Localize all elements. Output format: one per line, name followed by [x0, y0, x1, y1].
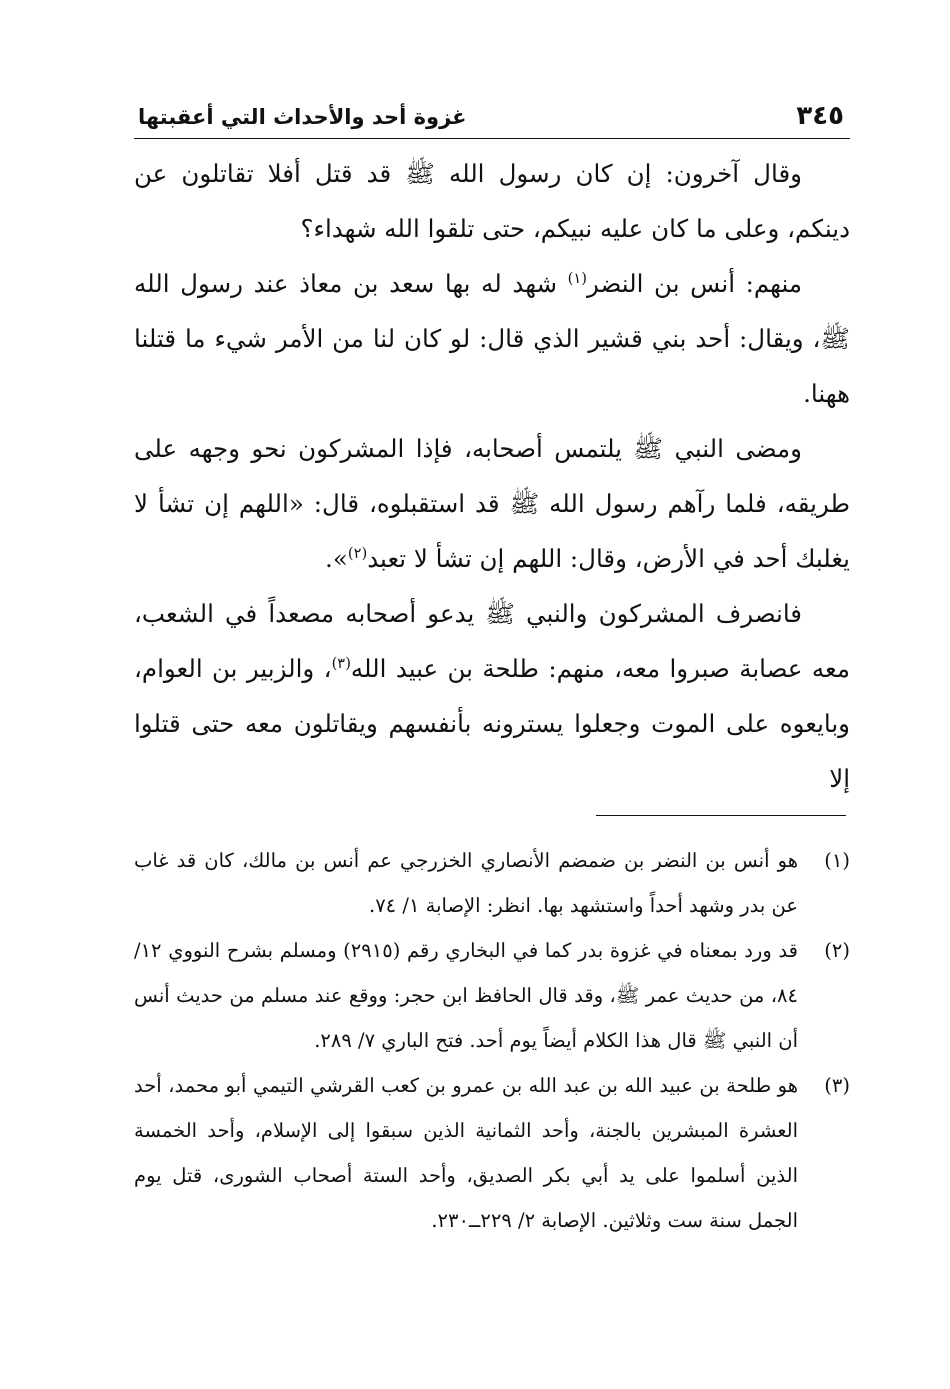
page-number: ٣٤٥	[796, 101, 844, 131]
footnotes	[134, 838, 850, 1243]
main-text	[134, 146, 850, 806]
footnote-number: (٢)	[824, 939, 850, 962]
paragraph-text: ».	[325, 544, 348, 573]
paragraph-text: وقال آخرون: إن كان رسول الله ﷺ قد قتل أفلا تقاتلون عن دينكم، وعلى ما كان عليه نبيكم، حتى تلقوا الله شهداء؟	[134, 159, 850, 243]
chapter-title: غزوة أحد والأحداث التي أعقبتها	[138, 105, 467, 129]
body-paragraph	[134, 146, 850, 256]
body-paragraph	[134, 421, 850, 586]
footnote-text: قد ورد بمعناه في غزوة بدر كما في البخاري رقم (٢٩١٥) ومسلم بشرح النووي ١٢/ ٨٤، من حديث عمر ﷺ، وقد قال الحافظ ابن حجر: ووقع عند مسلم من حديث أنس أن النبي ﷺ قال هذا الكلام أيضاً يوم أحد. فتح الباري ٧/ ٢٨٩.	[134, 939, 798, 1052]
footnote-separator	[596, 815, 846, 816]
footnote-number: (٣)	[824, 1074, 850, 1097]
footnote	[134, 1063, 850, 1243]
paragraph-text: ومضى النبي ﷺ يلتمس أصحابه، فإذا المشركون نحو وجهه على طريقه، فلما رآهم رسول الله ﷺ قد استقبلوه، قال: «اللهم إن تشأ لا يغلبك أحد في الأرض، وقال: اللهم إن تشأ لا تعبد	[134, 434, 850, 573]
body-paragraph	[134, 586, 850, 806]
footnote-reference: (١)	[567, 269, 587, 287]
paragraph-text: شهد له بها سعد بن معاذ عند رسول الله ﷺ، ويقال: أحد بني قشير الذي قال: لو كان لنا من الأمر شيء ما قتلنا ههنا.	[134, 269, 850, 408]
footnote-number: (١)	[824, 849, 850, 872]
footnote-text: هو طلحة بن عبيد الله بن عبد الله بن عمرو بن كعب القرشي التيمي أبو محمد، أحد العشرة المبشرين بالجنة، وأحد الثمانية الذين سبقوا إلى الإسلام، وأحد الخمسة الذين أسلموا على يد أبي بكر الصديق، وأحد الستة أصحاب الشورى، قتل يوم الجمل سنة ست وثلاثين. الإصابة ٢/ ٢٢٩ــ٢٣٠.	[134, 1074, 798, 1232]
paragraph-text: فانصرف المشركون والنبي ﷺ يدعو أصحابه مصعداً في الشعب، معه عصابة صبروا معه، منهم: طلحة بن عبيد الله	[134, 599, 850, 683]
footnote-text: هو أنس بن النضر بن ضمضم الأنصاري الخزرجي عم أنس بن مالك، كان قد غاب عن بدر وشهد أحداً واستشهد بها. انظر: الإصابة ١/ ٧٤.	[134, 849, 798, 917]
footnote-reference: (٢)	[347, 544, 368, 562]
running-header	[134, 96, 850, 140]
header-rule	[134, 138, 850, 139]
footnote-reference: (٣)	[331, 654, 351, 672]
body-paragraph	[134, 256, 850, 421]
paragraph-text: ، والزبير بن العوام، وبايعوه على الموت وجعلوا يسترونه بأنفسهم ويقاتلون معه حتى قتلوا إلا	[134, 654, 850, 793]
footnote	[134, 838, 850, 928]
paragraph-text: منهم: أنس بن النضر	[587, 269, 802, 298]
footnote	[134, 928, 850, 1063]
